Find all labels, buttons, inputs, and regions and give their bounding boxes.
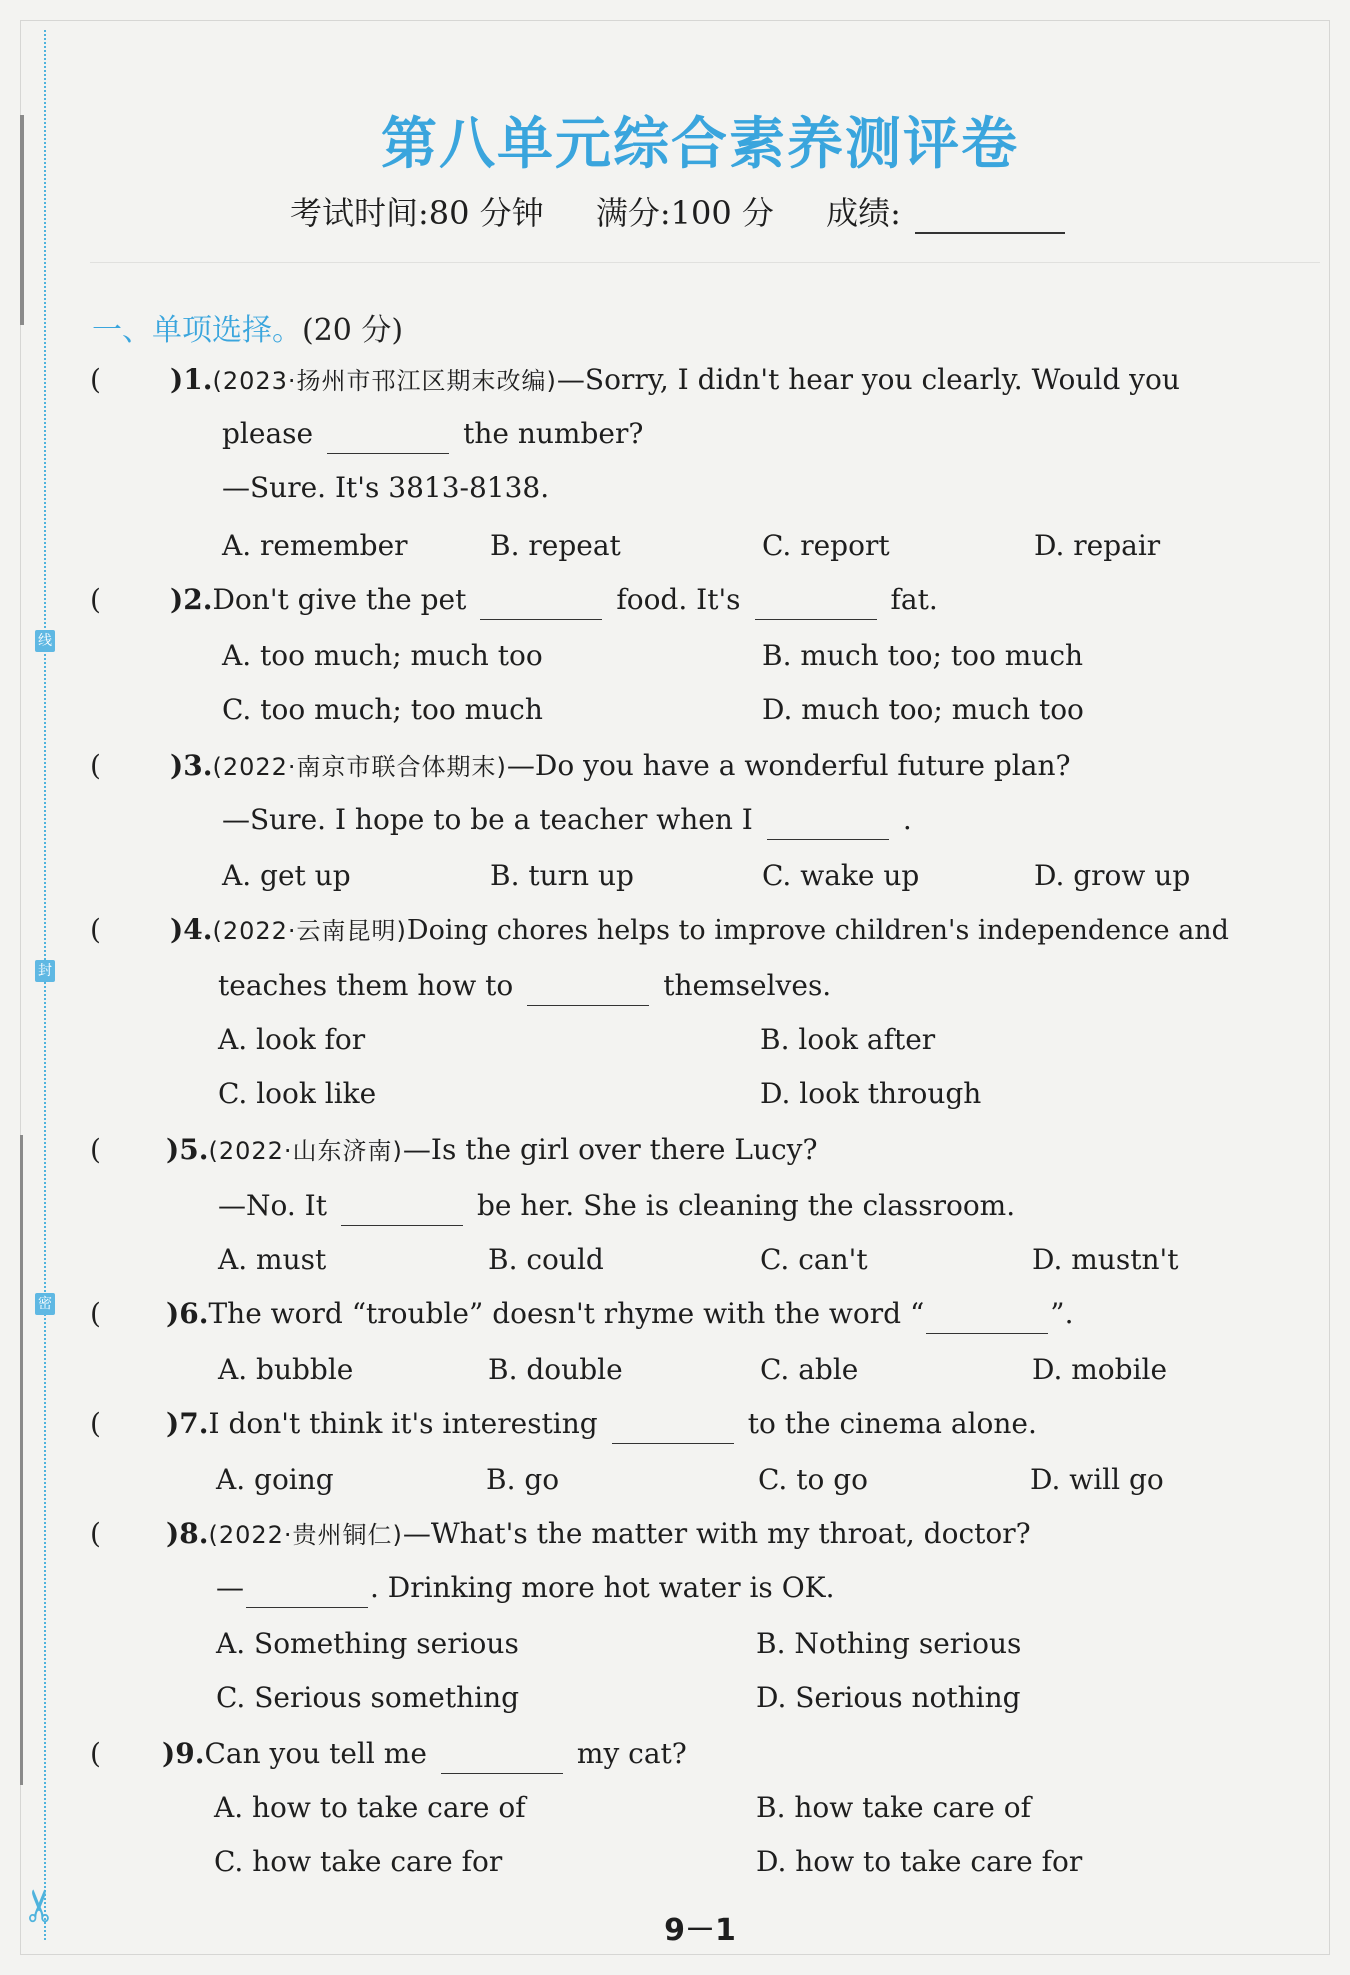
question-source: (2022·贵州铜仁)	[208, 1521, 403, 1549]
question-text: to the cinema alone.	[747, 1407, 1037, 1440]
question-number: )2.	[170, 583, 213, 616]
question-number: )5.	[166, 1133, 209, 1166]
question-text: themselves.	[663, 969, 832, 1002]
question-text: —Sure. I hope to be a teacher when I	[222, 803, 753, 836]
option-b[interactable]: B. could	[488, 1243, 604, 1276]
question-text: Can you tell me	[204, 1737, 427, 1770]
full-score: 满分:100 分	[595, 194, 774, 232]
answer-blank[interactable]	[341, 1193, 463, 1226]
question-5-line2	[218, 1186, 1015, 1226]
binding-tag-line: 线	[35, 630, 55, 652]
question-1	[170, 360, 1180, 401]
option-d[interactable]: D. repair	[1034, 529, 1161, 562]
question-text: teaches them how to	[218, 969, 514, 1002]
question-4	[170, 910, 1229, 951]
answer-paren[interactable]: (	[90, 749, 101, 782]
question-text: my cat?	[576, 1737, 687, 1770]
answer-paren[interactable]: (	[90, 1297, 101, 1330]
option-c[interactable]: C. to go	[758, 1463, 869, 1496]
page-title: 第八单元综合素养测评卷	[381, 112, 1019, 177]
question-source: (2022·云南昆明)	[212, 917, 407, 945]
question-text: please	[222, 417, 314, 450]
option-b[interactable]: B. double	[488, 1353, 623, 1386]
option-d[interactable]: D. grow up	[1034, 859, 1191, 892]
answer-paren[interactable]: (	[90, 363, 101, 396]
question-number: )9.	[162, 1737, 205, 1770]
option-b[interactable]: B. Nothing serious	[756, 1627, 1022, 1660]
question-number: )7.	[166, 1407, 209, 1440]
answer-paren[interactable]: (	[90, 1133, 101, 1166]
binding-tag-secret: 密	[35, 1293, 55, 1315]
option-c[interactable]: C. Serious something	[216, 1681, 520, 1714]
binding-tag-seal: 封	[35, 960, 55, 982]
option-c[interactable]: C. how take care for	[214, 1845, 503, 1878]
question-number: )4.	[170, 913, 213, 946]
answer-paren[interactable]: (	[90, 1407, 101, 1440]
question-text: —Sorry, I didn't hear you clearly. Would you	[556, 363, 1180, 396]
option-c[interactable]: C. wake up	[762, 859, 920, 892]
answer-blank[interactable]	[767, 807, 889, 840]
question-number: )3.	[170, 749, 213, 782]
option-a[interactable]: A. how to take care of	[214, 1791, 526, 1824]
section-heading	[92, 305, 403, 349]
question-number: )6.	[166, 1297, 209, 1330]
question-text: The word “trouble” doesn't rhyme with the word “	[208, 1297, 925, 1330]
question-text: —	[216, 1571, 244, 1604]
question-source: (2022·南京市联合体期末)	[212, 753, 507, 781]
answer-paren[interactable]: (	[90, 1737, 101, 1770]
section-points: (20 分)	[302, 313, 404, 348]
option-b[interactable]: B. much too; too much	[762, 639, 1084, 672]
answer-blank[interactable]	[755, 587, 877, 620]
question-7	[166, 1404, 1037, 1444]
exam-time: 考试时间:80 分钟	[290, 194, 544, 232]
question-1-line2	[222, 414, 643, 454]
option-b[interactable]: B. repeat	[490, 529, 621, 562]
question-2	[170, 580, 938, 620]
option-a[interactable]: A. too much; much too	[222, 639, 543, 672]
option-a[interactable]: A. look for	[218, 1023, 366, 1056]
question-8-line2	[216, 1568, 834, 1608]
option-a[interactable]: A. must	[218, 1243, 327, 1276]
answer-paren[interactable]: (	[90, 1517, 101, 1550]
question-number: )8.	[166, 1517, 209, 1550]
question-text: Doing chores helps to improve children's independence and	[406, 915, 1229, 946]
answer-blank[interactable]	[926, 1301, 1048, 1334]
page-number: 9－1	[664, 1913, 736, 1948]
question-text: Don't give the pet	[212, 583, 467, 616]
option-b[interactable]: B. look after	[760, 1023, 936, 1056]
question-text: the number?	[463, 417, 644, 450]
option-c[interactable]: C. can't	[760, 1243, 868, 1276]
answer-blank[interactable]	[527, 973, 649, 1006]
option-a[interactable]: A. Something serious	[216, 1627, 519, 1660]
question-3	[170, 746, 1071, 787]
option-d[interactable]: D. much too; much too	[762, 693, 1084, 726]
question-text: . Drinking more hot water is OK.	[370, 1571, 835, 1604]
option-d[interactable]: D. how to take care for	[756, 1845, 1083, 1878]
answer-blank[interactable]	[246, 1575, 368, 1608]
option-c[interactable]: C. too much; too much	[222, 693, 543, 726]
option-a[interactable]: A. remember	[222, 529, 408, 562]
question-text: —What's the matter with my throat, doctor?	[402, 1517, 1031, 1550]
option-d[interactable]: D. mustn't	[1032, 1243, 1179, 1276]
binding-line	[44, 30, 46, 1940]
option-b[interactable]: B. turn up	[490, 859, 634, 892]
question-1-line3: —Sure. It's 3813-8138.	[222, 471, 550, 504]
answer-paren[interactable]: (	[90, 913, 101, 946]
option-a[interactable]: A. bubble	[218, 1353, 354, 1386]
question-source: (2023·扬州市邗江区期末改编)	[212, 367, 557, 395]
question-number: )1.	[170, 363, 213, 396]
option-d[interactable]: D. mobile	[1032, 1353, 1168, 1386]
question-6	[166, 1294, 1074, 1334]
question-9	[162, 1734, 687, 1774]
option-d[interactable]: D. Serious nothing	[756, 1681, 1021, 1714]
question-8	[166, 1514, 1031, 1555]
option-b[interactable]: B. go	[486, 1463, 560, 1496]
question-text: —Do you have a wonderful future plan?	[506, 749, 1071, 782]
question-4-line2	[218, 966, 831, 1006]
question-text: —Is the girl over there Lucy?	[402, 1133, 818, 1166]
option-c[interactable]: C. report	[762, 529, 890, 562]
option-d[interactable]: D. look through	[760, 1077, 982, 1110]
margin-mark	[20, 1135, 23, 1785]
answer-blank[interactable]	[612, 1411, 734, 1444]
score-label: 成绩:	[826, 194, 901, 232]
option-c[interactable]: C. able	[760, 1353, 859, 1386]
answer-blank[interactable]	[480, 587, 602, 620]
question-text: fat.	[890, 583, 938, 616]
option-a[interactable]: A. going	[216, 1463, 334, 1496]
option-d[interactable]: D. will go	[1030, 1463, 1164, 1496]
question-text: be her. She is cleaning the classroom.	[476, 1189, 1016, 1222]
section-title: 一、单项选择。	[92, 313, 302, 348]
question-text: I don't think it's interesting	[208, 1407, 598, 1440]
question-text: ”.	[1050, 1297, 1074, 1330]
answer-paren[interactable]: (	[90, 583, 101, 616]
question-5	[166, 1130, 818, 1171]
question-text: —No. It	[218, 1189, 327, 1222]
question-text: .	[902, 803, 912, 836]
question-3-line2	[222, 800, 912, 840]
option-a[interactable]: A. get up	[222, 859, 351, 892]
answer-blank[interactable]	[441, 1741, 563, 1774]
exam-info	[290, 188, 1065, 234]
scissors-icon: ✂	[14, 1887, 66, 1924]
option-b[interactable]: B. how take care of	[756, 1791, 1031, 1824]
question-source: (2022·山东济南)	[208, 1137, 403, 1165]
answer-blank[interactable]	[327, 421, 449, 454]
score-blank[interactable]	[915, 202, 1065, 234]
option-c[interactable]: C. look like	[218, 1077, 377, 1110]
question-text: food. It's	[616, 583, 741, 616]
divider	[90, 262, 1320, 263]
